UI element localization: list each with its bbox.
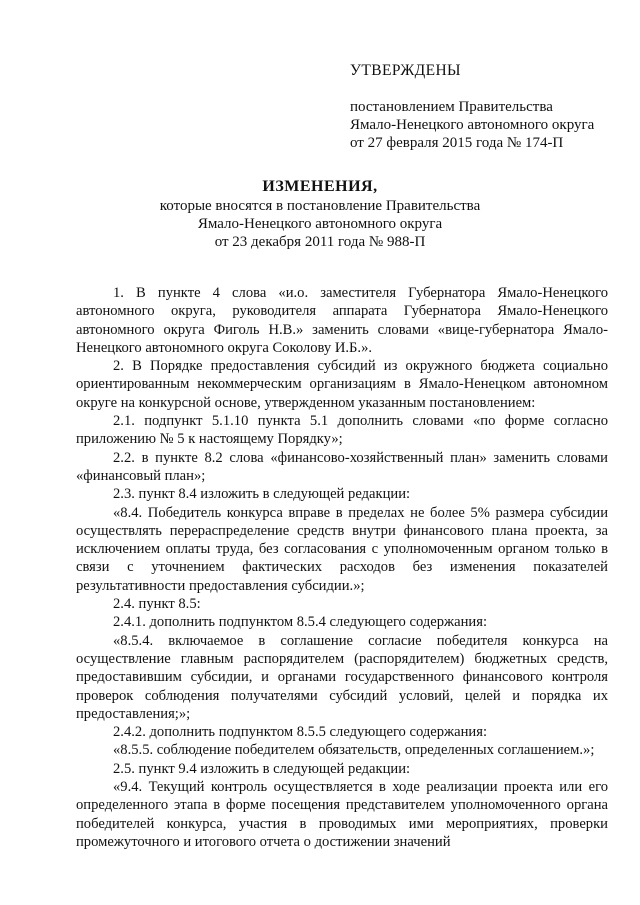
paragraph: 2.4. пункт 8.5: <box>113 596 201 613</box>
paragraph: 2.3. пункт 8.4 изложить в следующей редакции: <box>113 486 411 503</box>
paragraph: «8.4. Победитель конкурса вправе в пределах не более 5% размера субсидии осуществлять перераспределение средств внутри финансового плана проекта, за исключением оплаты труда, без согласования с уполномоченным органом только в связи с уточнением фактических расходов без изменения показателей результативности предоставления субсидии.»; <box>76 504 608 594</box>
paragraph: 2.1. подпункт 5.1.10 пункта 5.1 дополнить словами «по форме согласно приложению № 5 к настоящему Порядку»; <box>76 413 608 448</box>
title-main: ИЗМЕНЕНИЯ, <box>262 178 378 195</box>
paragraph: 2.4.2. дополнить подпунктом 8.5.5 следующего содержания: <box>113 724 488 741</box>
approval-line: постановлением Правительства <box>350 99 553 115</box>
title-line: которые вносятся в постановление Правительства <box>159 198 481 214</box>
title-line: от 23 декабря 2011 года № 988-П <box>214 234 426 250</box>
approval-line: Ямало-Ненецкого автономного округа <box>350 117 595 133</box>
approval-line: от 27 февраля 2015 года № 174-П <box>350 135 564 151</box>
approval-heading: УТВЕРЖДЕНЫ <box>350 62 461 79</box>
paragraph: 2. В Порядке предоставления субсидий из окружного бюджета социально ориентированным некоммерческим организациям в Ямало-Ненецком автономном округе на конкурсной основе, утвержденном указанным постановлением: <box>76 358 608 411</box>
document-body <box>76 284 608 851</box>
title-line: Ямало-Ненецкого автономного округа <box>197 216 443 232</box>
document-title <box>0 178 640 251</box>
paragraph: «8.5.4. включаемое в соглашение согласие победителя конкурса на осуществление главным распорядителем (распорядителем) бюджетных средств, предоставившим субсидии, и органами государственного финансового контроля проверок соблюдения получателями субсидий условий, целей и порядка их предоставления;»; <box>76 632 608 722</box>
approval-block <box>350 62 610 152</box>
paragraph: 2.2. в пункте 8.2 слова «финансово-хозяйственный план» заменить словами «финансовый план»; <box>76 449 608 484</box>
paragraph: «8.5.5. соблюдение победителем обязательств, определенных соглашением.»; <box>113 742 595 759</box>
paragraph: 1. В пункте 4 слова «и.о. заместителя Губернатора Ямало-Ненецкого автономного округа, руководителя аппарата Губернатора Ямало-Ненецкого автономного округа Фиголь Н.В.» заменить словами «вице-губернатора Ямало-Ненецкого автономного округа Соколову И.Б.». <box>76 285 608 356</box>
paragraph: 2.4.1. дополнить подпунктом 8.5.4 следующего содержания: <box>113 614 488 631</box>
paragraph: «9.4. Текущий контроль осуществляется в ходе реализации проекта или его определенного этапа в форме посещения представителем уполномоченного органа победителей конкурса, участия в проводимых ими мероприятиях, проверки промежуточного и итогового отчета о достижении значений <box>76 779 608 850</box>
paragraph: 2.5. пункт 9.4 изложить в следующей редакции: <box>113 760 411 777</box>
